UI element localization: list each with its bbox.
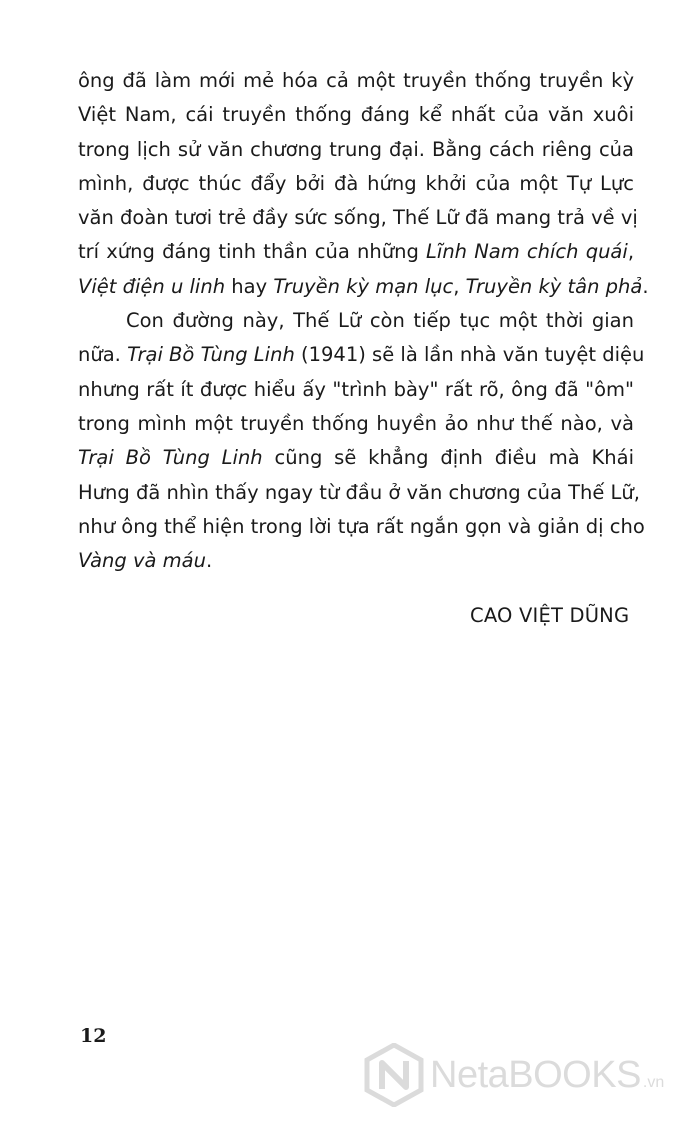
netabooks-logo-icon xyxy=(364,1043,424,1107)
body-text xyxy=(78,64,649,578)
page-number: 12 xyxy=(80,1025,107,1047)
text-line: Trại Bồ Tùng Linh cũng sẽ khẳng định điều mà Khái xyxy=(78,446,635,470)
author-signature: CAO VIỆT DŨNG xyxy=(470,604,630,627)
text-line: Việt điện u linh hay Truyền kỳ mạn lục, Truyền kỳ tân phả. xyxy=(78,274,649,298)
book-title: Trại Bồ Tùng Linh xyxy=(78,446,263,470)
book-title: Trại Bồ Tùng Linh xyxy=(127,343,295,367)
text-line: nữa. Trại Bồ Tùng Linh (1941) sẽ là lần nhà văn tuyệt diệu xyxy=(78,343,645,367)
watermark-suffix: .vn xyxy=(642,1074,665,1091)
book-title: Việt điện u linh xyxy=(78,274,226,298)
text-line: văn đoàn tươi trẻ đầy sức sống, Thế Lữ đã mang trả về vị xyxy=(78,206,638,230)
book-title: Truyền kỳ tân phả xyxy=(465,274,643,298)
watermark xyxy=(364,1040,694,1110)
text-line: Việt Nam, cái truyền thống đáng kể nhất của văn xuôi xyxy=(78,103,634,127)
text-line: trí xứng đáng tinh thần của những Lĩnh Nam chích quái, xyxy=(78,240,635,264)
text-line: Con đường này, Thế Lữ còn tiếp tục một thời gian xyxy=(126,309,634,333)
text-line: mình, được thúc đẩy bởi đà hứng khởi của một Tự Lực xyxy=(78,171,634,195)
text-line: Hưng đã nhìn thấy ngay từ đầu ở văn chương của Thế Lữ, xyxy=(78,480,640,504)
text-line: trong mình một truyền thống huyền ảo như thế nào, và xyxy=(78,411,634,435)
text-line: nhưng rất ít được hiểu ấy "trình bày" rất rõ, ông đã "ôm" xyxy=(78,377,634,401)
watermark-brand: NetaBOOKS xyxy=(430,1053,641,1096)
book-title: Truyền kỳ mạn lục xyxy=(273,274,454,298)
text-line: trong lịch sử văn chương trung đại. Bằng cách riêng của xyxy=(78,137,634,161)
text-line: Vàng và máu. xyxy=(78,549,213,573)
book-title: Vàng và máu xyxy=(78,549,206,573)
text-line: như ông thể hiện trong lời tựa rất ngắn gọn và giản dị cho xyxy=(78,514,645,538)
text-line: ông đã làm mới mẻ hóa cả một truyền thống truyền kỳ xyxy=(78,69,634,92)
book-title: Lĩnh Nam chích quái xyxy=(426,240,628,264)
